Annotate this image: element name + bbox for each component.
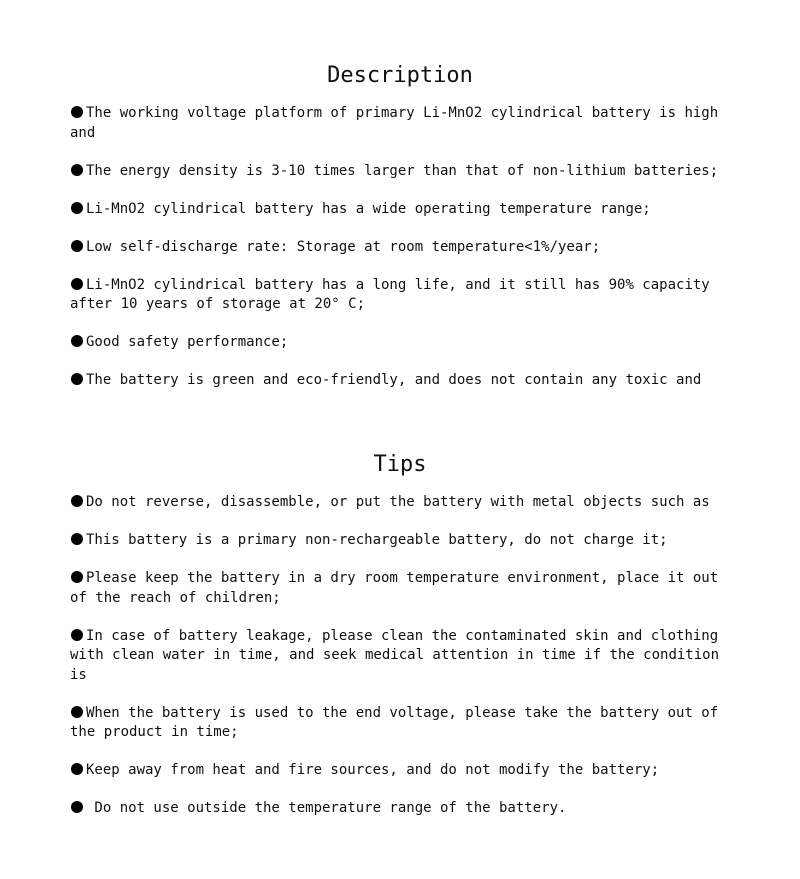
tips-item-text: When the battery is used to the end voltage, please take the battery out of the product in time; <box>70 704 727 740</box>
tips-item-text: In case of battery leakage, please clean the contaminated skin and clothing with clean water in time, and seek medical attention in time if the condition is <box>70 627 728 683</box>
tips-item-text: Do not use outside the temperature range of the battery. <box>86 800 567 816</box>
tips-item-text: This battery is a primary non-rechargeable battery, do not charge it; <box>86 532 668 548</box>
tips-item-text: Please keep the battery in a dry room temperature environment, place it out of the reach of children; <box>70 570 727 606</box>
bullet-icon <box>70 334 84 348</box>
bullet-icon <box>70 201 84 215</box>
tips-item <box>70 799 730 819</box>
description-item-text: Li-MnO2 cylindrical battery has a wide operating temperature range; <box>86 200 651 217</box>
tips-item <box>70 627 730 686</box>
description-heading: Description <box>327 63 473 88</box>
description-item-text: The working voltage platform of primary Li-MnO2 cylindrical battery is high and <box>70 105 727 141</box>
description-item <box>70 238 730 258</box>
description-item <box>70 333 730 353</box>
tips-item <box>70 704 730 743</box>
description-item-text: The battery is green and eco-friendly, and does not contain any toxic and <box>86 372 702 388</box>
bullet-icon <box>70 800 84 814</box>
description-list <box>70 104 730 409</box>
bullet-icon <box>70 570 84 584</box>
description-item-text: The energy density is 3-10 times larger than that of non-lithium batteries; <box>86 162 719 179</box>
description-item <box>70 371 730 391</box>
bullet-icon <box>70 628 84 642</box>
description-item <box>70 200 730 220</box>
bullet-icon <box>70 532 84 546</box>
bullet-icon <box>70 277 84 291</box>
tips-item <box>70 569 730 608</box>
description-item-text: Good safety performance; <box>86 334 289 350</box>
tips-heading: Tips <box>373 452 427 477</box>
tips-item <box>70 493 730 513</box>
description-item <box>70 162 730 182</box>
bullet-icon <box>70 494 84 508</box>
tips-list <box>70 493 730 837</box>
tips-item <box>70 531 730 551</box>
bullet-icon <box>70 105 84 119</box>
description-item <box>70 276 730 315</box>
bullet-icon <box>70 372 84 386</box>
description-item-text: Li-MnO2 cylindrical battery has a long life, and it still has 90% capacity after 10 years of storage at 20° C; <box>70 276 719 312</box>
bullet-icon <box>70 705 84 719</box>
bullet-icon <box>70 762 84 776</box>
tips-item-text: Do not reverse, disassemble, or put the battery with metal objects such as <box>86 494 710 510</box>
tips-item <box>70 761 730 781</box>
description-item <box>70 104 730 143</box>
tips-item-text: Keep away from heat and fire sources, and do not modify the battery; <box>86 762 660 778</box>
bullet-icon <box>70 163 84 177</box>
bullet-icon <box>70 239 84 253</box>
description-item-text: Low self-discharge rate: Storage at room temperature<1%/year; <box>86 238 601 255</box>
